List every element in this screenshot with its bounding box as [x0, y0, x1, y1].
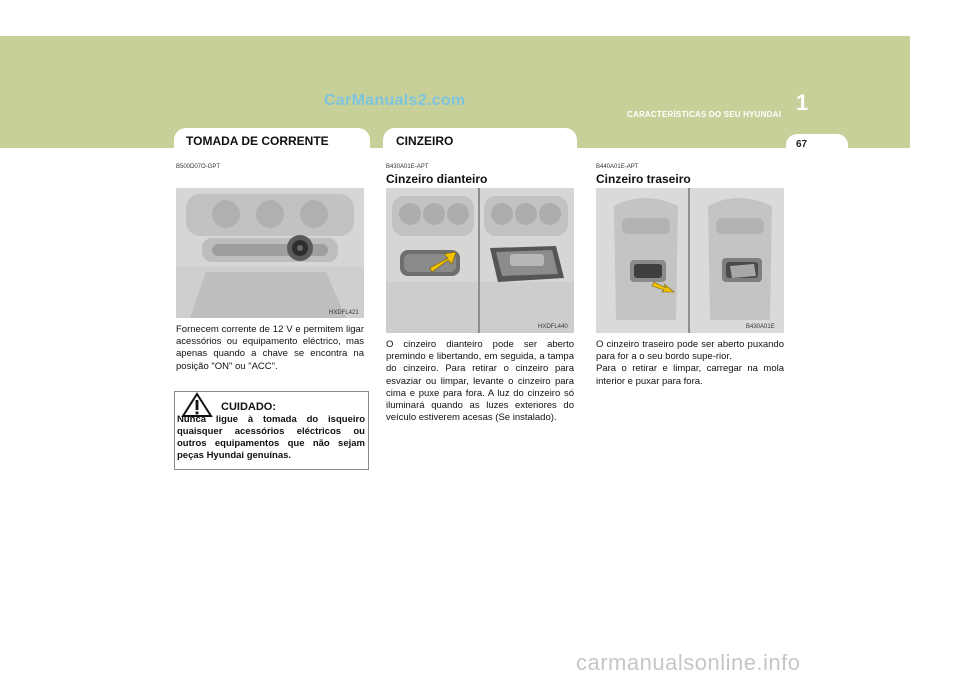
- watermark-link[interactable]: CarManuals2.com: [324, 92, 466, 109]
- front-ashtray-illustration: [386, 188, 574, 333]
- chapter-number: 1: [796, 90, 809, 115]
- power-outlet-illustration: [176, 188, 364, 318]
- section-title-cinzeiro: CINZEIRO: [396, 134, 454, 148]
- caution-text: Nunca ligue à tomada do isqueiro quaisquer acessórios eléctricos ou outros equipamentos que não sejam peças Hyundai genuínas.: [177, 414, 365, 461]
- power-outlet-photo: [176, 188, 364, 318]
- photo-label-outlet: HXDFL421: [329, 310, 359, 316]
- photo-label-rear: B430A01E: [746, 324, 775, 330]
- front-ashtray-description: O cinzeiro dianteiro pode ser aberto premindo e libertando, em seguida, a tampa do cinzeiro. Para retirar o cinzeiro para esvaziar ou limpar, levante o cinzeiro para cima e puxe para fora. A luz do cinzeiro só iluminará quando as luzes exteriores do veículo estiverem acesas (Se instalado).: [386, 339, 574, 424]
- section-title-tomada: TOMADA DE CORRENTE: [186, 134, 329, 148]
- rear-ashtray-code: B440A01E-APT: [596, 164, 639, 170]
- rear-ashtray-illustration: [596, 188, 784, 333]
- rear-ashtray-heading: Cinzeiro traseiro: [596, 172, 691, 186]
- outlet-description: Fornecem corrente de 12 V e permitem ligar acessórios ou equipamento eléctrico, mas apenas quando a chave se encontra na posição "ON" ou "ACC".: [176, 324, 364, 372]
- front-ashtray-code: B430A01E-APT: [386, 164, 429, 170]
- page-number: 67: [796, 139, 808, 150]
- front-ashtray-heading: Cinzeiro dianteiro: [386, 172, 488, 186]
- caution-box: [174, 391, 369, 470]
- rear-ashtray-description: O cinzeiro traseiro pode ser aberto puxando para for a o seu bordo supe-rior. Para o retirar e limpar, carregar na mola interior e puxar para fora.: [596, 339, 784, 387]
- caution-title: CUIDADO:: [221, 401, 276, 413]
- chapter-title: CARACTERÍSTICAS DO SEU HYUNDAI: [627, 110, 782, 119]
- rear-ashtray-photo: [596, 188, 784, 333]
- section-code: B500D07O-GPT: [176, 164, 221, 170]
- footer-watermark[interactable]: carmanualsonline.info: [576, 650, 801, 675]
- photo-label-front: HXDFL440: [538, 324, 568, 330]
- front-ashtray-photo: [386, 188, 574, 333]
